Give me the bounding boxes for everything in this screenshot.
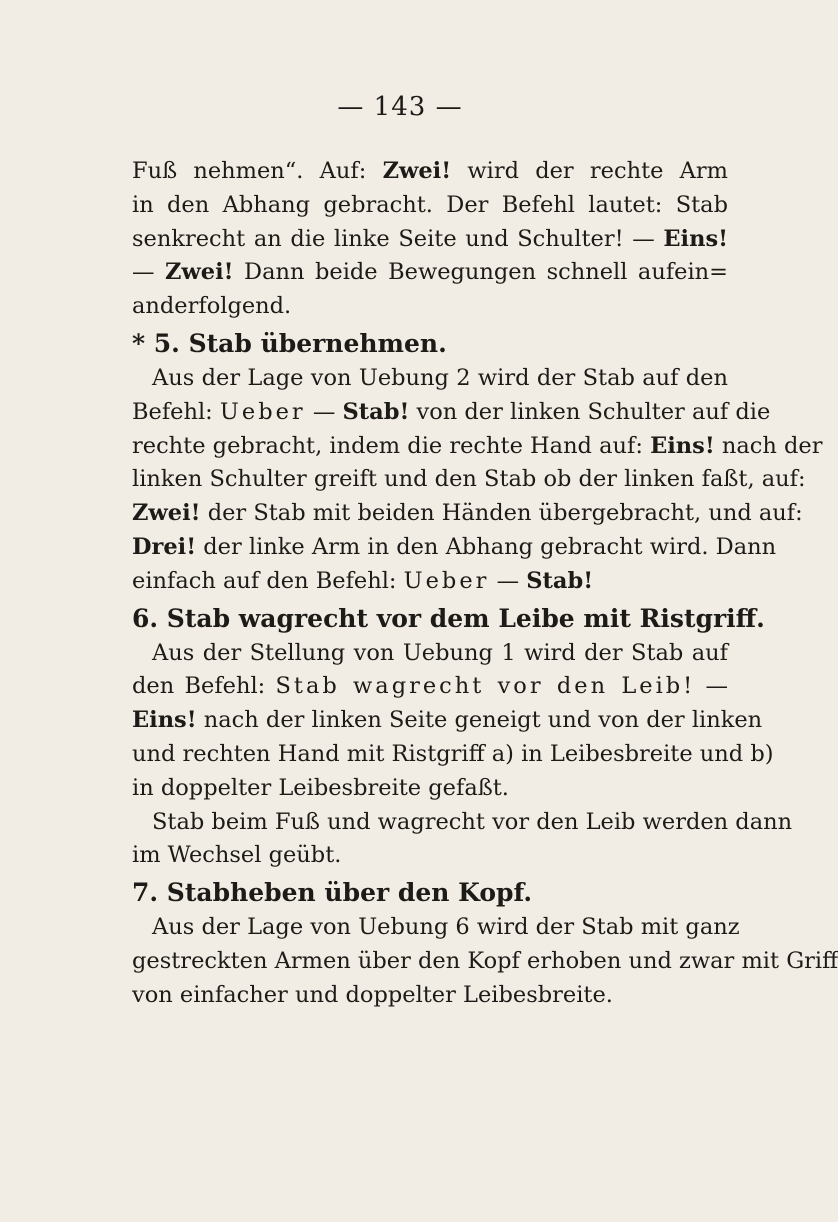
text-line: Aus der Lage von Uebung 6 wird der Stab mit ganz [152, 914, 740, 941]
text-line: gestreckten Armen über den Kopf erhoben und zwar mit Griff [132, 947, 838, 974]
text-line: einfach auf den Befehl: Ueber — Stab! [132, 567, 594, 594]
text-line: Stab beim Fuß und wagrecht vor den Leib werden dann [152, 808, 793, 835]
text-line: in den Abhang gebracht. Der Befehl lautet: Stab [132, 191, 728, 218]
text-line: Zwei! der Stab mit beiden Händen übergebracht, und auf: [132, 500, 803, 527]
text-line: und rechten Hand mit Ristgriff a) in Leibesbreite und b) [132, 740, 774, 767]
command-word: Eins! [132, 707, 197, 734]
page-body [132, 155, 838, 1013]
text-line: Fuß nehmen“. Auf: Zwei! wird der rechte Arm [132, 158, 728, 184]
text-line: — Zwei! Dann beide Bewegungen schnell aufein= [132, 259, 729, 286]
command-word: Zwei! [165, 259, 234, 286]
section-heading-6: 6. Stab wagrecht vor dem Leibe mit Ristgriff. [132, 603, 765, 633]
text-line: Drei! der linke Arm in den Abhang gebracht wird. Dann [132, 533, 777, 560]
text-line: Aus der Stellung von Uebung 1 wird der Stab auf [152, 639, 728, 666]
page-number-header: — 143 — [337, 92, 463, 122]
text-line: anderfolgend. [132, 293, 292, 320]
section-heading-7: 7. Stabheben über den Kopf. [132, 878, 533, 908]
command-word: Zwei! [132, 500, 201, 527]
text-line: den Befehl: Stab wagrecht vor den Leib! — [132, 673, 728, 700]
text-line: in doppelter Leibesbreite gefaßt. [132, 774, 509, 801]
text-line: senkrecht an die linke Seite und Schulter! — Eins! [132, 225, 728, 252]
command-word: Stab! [342, 398, 410, 425]
text-line: rechte gebracht, indem die rechte Hand auf: Eins! nach der [132, 432, 823, 459]
text-line: linken Schulter greift und den Stab ob der linken faßt, auf: [132, 466, 806, 493]
text-line: Eins! nach der linken Seite geneigt und von der linken [132, 707, 763, 734]
command-word: Eins! [663, 225, 728, 252]
text-line: Befehl: Ueber — Stab! von der linken Schulter auf die [132, 398, 771, 425]
text-line: von einfacher und doppelter Leibesbreite. [132, 981, 613, 1008]
section-heading-5: * 5. Stab übernehmen. [132, 328, 447, 358]
command-word: Drei! [132, 533, 197, 560]
command-word: Eins! [650, 432, 715, 459]
text-line: im Wechsel geübt. [132, 842, 342, 869]
text-line: Aus der Lage von Uebung 2 wird der Stab auf den [152, 364, 728, 391]
command-word: Stab! [526, 567, 594, 594]
command-word: Zwei! [382, 158, 452, 184]
